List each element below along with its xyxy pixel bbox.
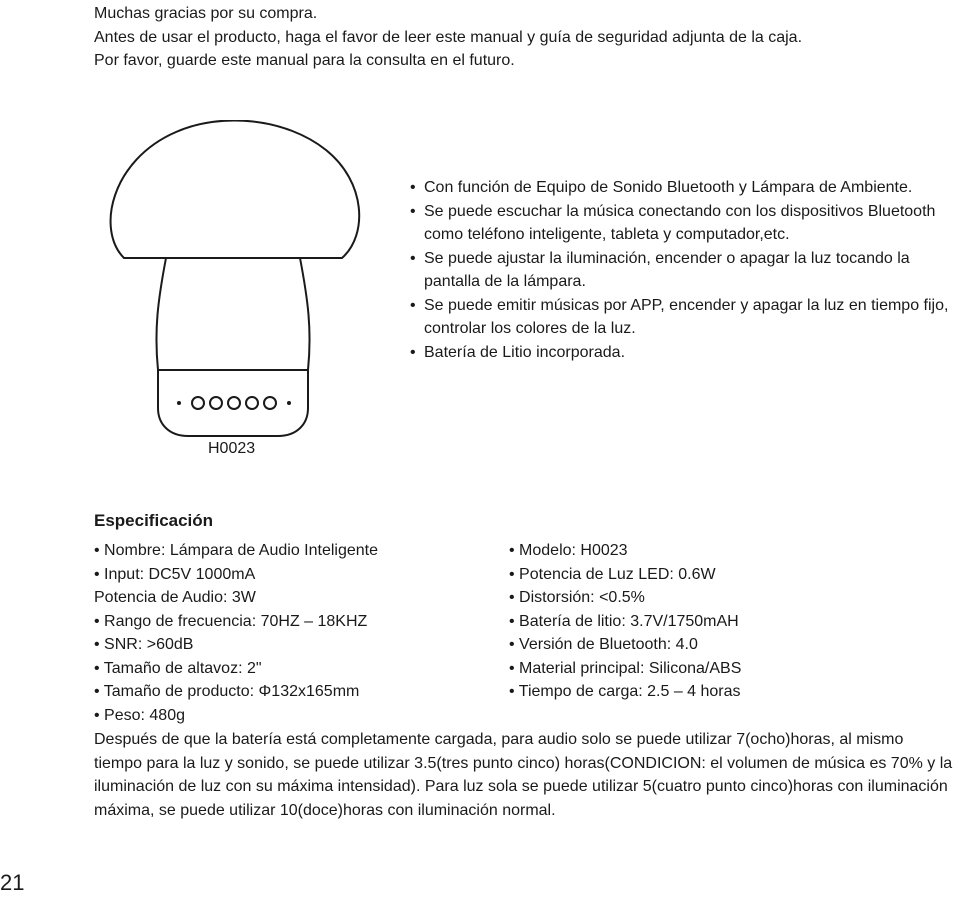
spec-item: • Tiempo de carga: 2.5 – 4 horas bbox=[509, 680, 949, 704]
lamp-button-1 bbox=[192, 397, 204, 409]
lamp-button-5 bbox=[264, 397, 276, 409]
lamp-button-2 bbox=[210, 397, 222, 409]
feature-item: • Se puede ajustar la iluminación, encender o apagar la luz tocando la pantalla de la lámpara. bbox=[410, 247, 950, 294]
spec-item: • Nombre: Lámpara de Audio Inteligente bbox=[94, 539, 494, 563]
spec-item: • Rango de frecuencia: 70HZ – 18KHZ bbox=[94, 610, 494, 634]
feature-item: • Se puede emitir músicas por APP, encender y apagar la luz en tiempo fijo, controlar los colores de la luz. bbox=[410, 294, 950, 341]
spec-item: • Versión de Bluetooth: 4.0 bbox=[509, 633, 949, 657]
feature-item: • Con función de Equipo de Sonido Bluetooth y Lámpara de Ambiente. bbox=[410, 176, 950, 200]
feature-item: • Se puede escuchar la música conectando con los dispositivos Bluetooth como teléfono inteligente, tableta y computador,etc. bbox=[410, 200, 950, 247]
spec-title: Especificación bbox=[94, 511, 214, 530]
feature-item: • Batería de Litio incorporada. bbox=[410, 341, 950, 365]
battery-note: Después de que la batería está completamente cargada, para audio solo se puede utilizar 7(ocho)horas, al mismo tiempo para la luz y sonido, se puede utilizar 3.5(tres punto cinco) horas(CONDICION: el volumen de música es 70% y la iluminación de luz con su máxima intensidad). Para luz sola se puede utilizar 5(cuatro punto cinco)horas con iluminación máxima, se puede utilizar 10(doce)horas con iluminación normal. bbox=[94, 731, 953, 819]
intro-line: Muchas gracias por su compra. bbox=[94, 5, 318, 22]
lamp-stem bbox=[156, 258, 309, 370]
spec-item: • Batería de litio: 3.7V/1750mAH bbox=[509, 610, 949, 634]
lamp-dot-left bbox=[177, 401, 181, 405]
spec-item: • Input: DC5V 1000mA bbox=[94, 563, 494, 587]
spec-item: • Potencia de Luz LED: 0.6W bbox=[509, 563, 949, 587]
spec-item: • Peso: 480g bbox=[94, 704, 494, 728]
spec-item: • Tamaño de producto: Φ132x165mm bbox=[94, 680, 494, 704]
lamp-dot-right bbox=[287, 401, 291, 405]
lamp-shade bbox=[111, 120, 360, 258]
mushroom-lamp-illustration bbox=[106, 120, 366, 440]
lamp-button-3 bbox=[228, 397, 240, 409]
spec-item: • Modelo: H0023 bbox=[509, 539, 949, 563]
spec-item: • Tamaño de altavoz: 2" bbox=[94, 657, 494, 681]
intro-text bbox=[94, 2, 954, 73]
spec-item: • Material principal: Silicona/ABS bbox=[509, 657, 949, 681]
feature-list bbox=[410, 176, 950, 364]
spec-list-right bbox=[509, 539, 949, 704]
intro-line: Por favor, guarde este manual para la consulta en el futuro. bbox=[94, 52, 515, 69]
model-label: H0023 bbox=[208, 440, 256, 457]
page-number: 21 bbox=[0, 870, 25, 895]
spec-item: • SNR: >60dB bbox=[94, 633, 494, 657]
intro-line: Antes de usar el producto, haga el favor de leer este manual y guía de seguridad adjunta de la caja. bbox=[94, 28, 803, 46]
spec-item: Potencia de Audio: 3W bbox=[94, 589, 256, 606]
spec-list-left bbox=[94, 539, 494, 727]
spec-item: • Distorsión: <0.5% bbox=[509, 586, 949, 610]
lamp-button-4 bbox=[246, 397, 258, 409]
